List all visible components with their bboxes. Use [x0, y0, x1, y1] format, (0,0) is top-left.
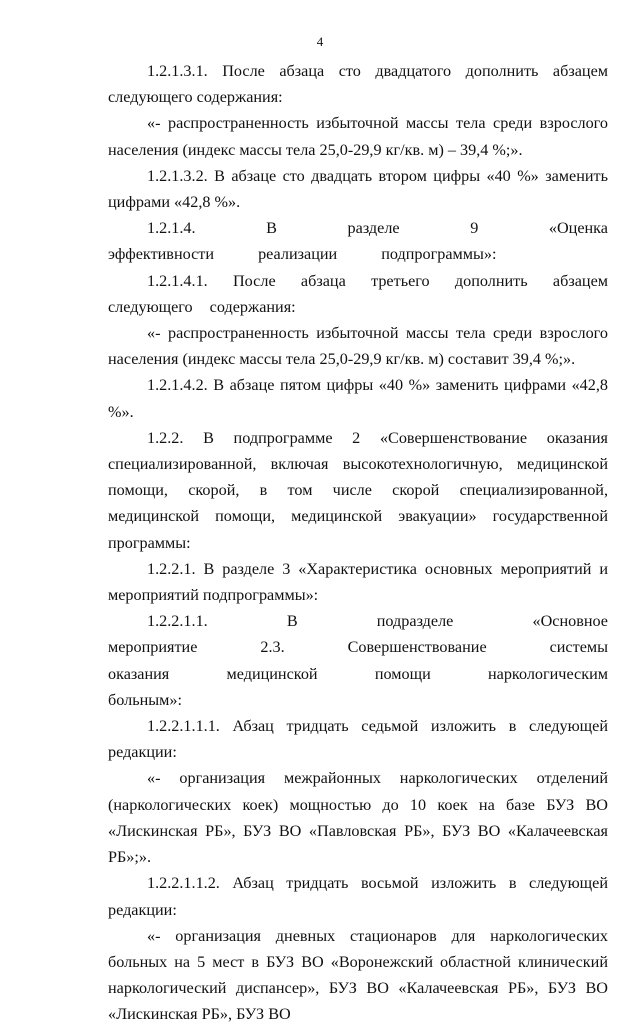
quoted-addition-2: «- распространенность избыточной массы тела среди взрослого населения (индекс массы тела 25,0-29,9 кг/кв. м) составит 39,4 %;». — [108, 324, 608, 369]
amendment-paragraph-1-2-1-4: 1.2.1.4. В разделе 9 «Оценка эффективности реализации подпрограммы»: — [108, 219, 608, 264]
amendment-paragraph-1-2-2-1: 1.2.2.1. В разделе 3 «Характеристика основных мероприятий и мероприятий подпрограммы»: — [108, 559, 608, 605]
amendment-paragraph-1-2-2-1-1-1: 1.2.2.1.1.1. Абзац тридцать седьмой изложить в следующей редакции: — [108, 717, 608, 762]
amendment-paragraph-1-2-1-3-2: 1.2.1.3.2. В абзаце сто двадцать втором цифры «40 %» заменить цифрами «42,8 %». — [108, 166, 608, 212]
amendment-paragraph-1-2-2-1-1-2: 1.2.2.1.1.2. Абзац тридцать восьмой изложить в следующей редакции: — [108, 874, 608, 919]
quoted-addition-3: «- организация межрайонных наркологических отделений (наркологических коек) мощностью до 10 коек на базе БУЗ ВО «Лискинская РБ», БУЗ ВО «Павловская РБ», БУЗ ВО «Калачеевская РБ»;». — [108, 769, 608, 867]
quoted-addition-4: «- организация дневных стационаров для наркологических больных на 5 мест в БУЗ ВО «Воронежский областной клинический наркологический диспансер», БУЗ ВО «Калачеевская РБ», БУЗ ВО «Лискинская РБ», БУЗ ВО — [108, 926, 608, 1024]
amendment-paragraph-1-2-1-3-1: 1.2.1.3.1. После абзаца сто двадцатого дополнить абзацем следующего содержания: — [108, 62, 608, 107]
amendment-paragraph-1-2-1-4-1: 1.2.1.4.1. После абзаца третьего дополнить абзацем следующего содержания: — [108, 271, 608, 316]
document-body — [108, 58, 608, 1028]
amendment-paragraph-1-2-2: 1.2.2. В подпрограмме 2 «Совершенствование оказания специализированной, включая высокотехнологичную, медицинской помощи, скорой, в том числе скорой специализированной, медицинской помощи, медицинской эвакуации» государственной программы: — [108, 428, 608, 552]
quoted-addition-1: «- распространенность избыточной массы тела среди взрослого населения (индекс массы тела 25,0-29,9 кг/кв. м) – 39,4 %;». — [108, 114, 608, 159]
amendment-paragraph-1-2-2-1-1: 1.2.2.1.1. В подразделе «Основное мероприятие 2.3. Совершенствование системы оказания медицинской помощи наркологическим больным»: — [108, 612, 608, 709]
amendment-paragraph-1-2-1-4-2: 1.2.1.4.2. В абзаце пятом цифры «40 %» заменить цифрами «42,8 %». — [108, 376, 608, 421]
page-number: 4 — [316, 34, 324, 49]
